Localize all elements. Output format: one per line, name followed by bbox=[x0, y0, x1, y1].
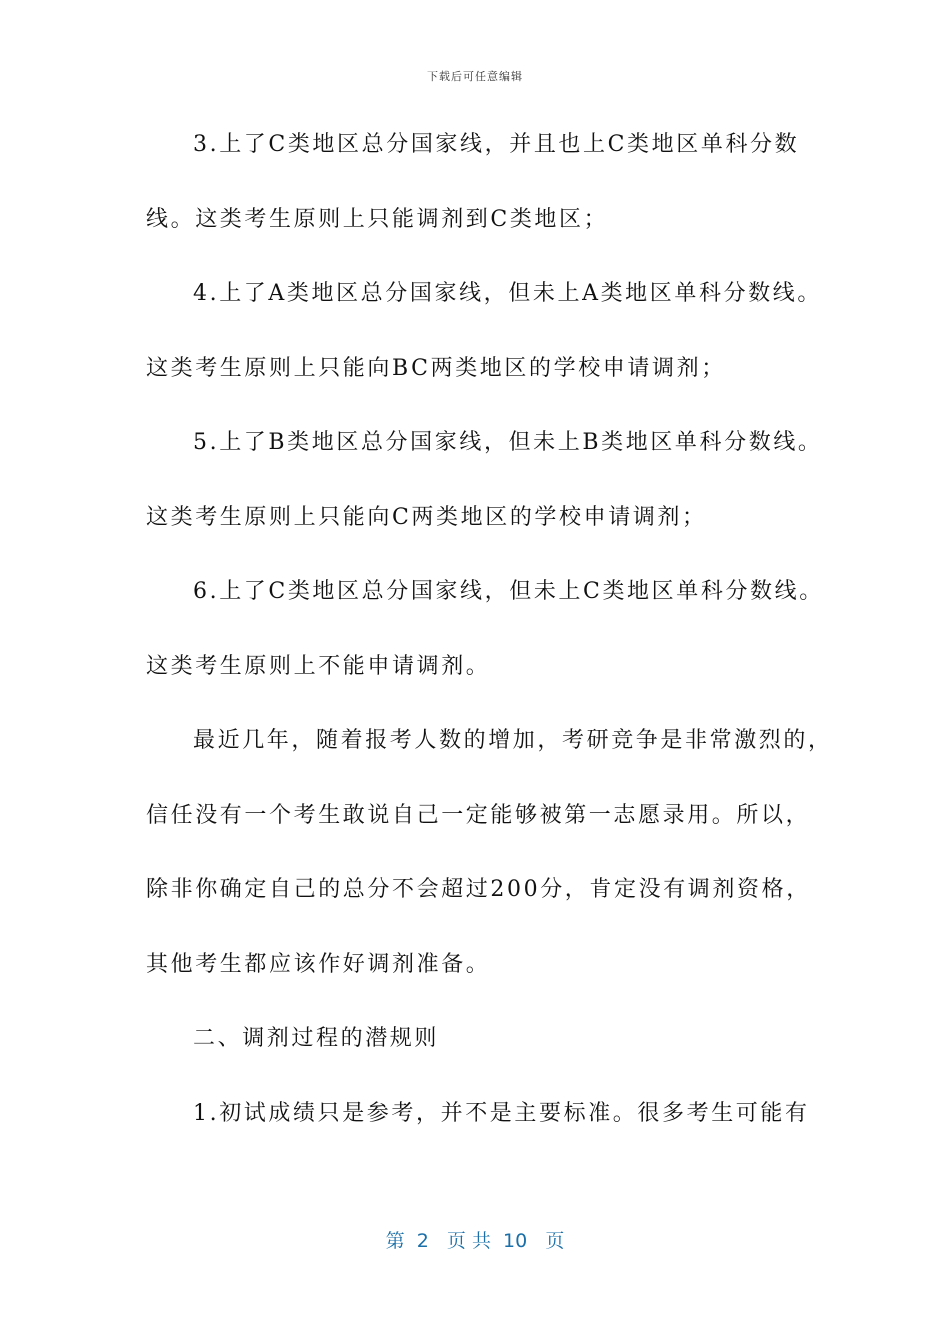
paragraph-line: 5.上了B类地区总分国家线，但未上B类地区单科分数线。 bbox=[193, 430, 823, 455]
paragraph-line: 6.上了C类地区总分国家线，但未上C类地区单科分数线。 bbox=[193, 579, 824, 604]
paragraph-line: 1.初试成绩只是参考，并不是主要标准。很多考生可能有 bbox=[193, 1100, 810, 1126]
paragraph-line: 信任没有一个考生敢说自己一定能够被第一志愿录用。所以， bbox=[146, 802, 811, 828]
paragraph-line: 这类考生原则上只能向BC两类地区的学校申请调剂； bbox=[146, 355, 726, 381]
section-heading: 二、调剂过程的潜规则 bbox=[193, 1026, 440, 1051]
paragraph-line: 其他考生都应该作好调剂准备。 bbox=[146, 951, 491, 977]
paragraph-line: 3.上了C类地区总分国家线，并且也上C类地区单科分数 bbox=[193, 132, 800, 157]
paragraph-line: 这类考生原则上只能向C两类地区的学校申请调剂； bbox=[146, 504, 707, 530]
paragraph-line: 最近几年，随着报考人数的增加，考研竞争是非常激烈的， bbox=[193, 728, 833, 753]
paragraph-line: 除非你确定自己的总分不会超过200分，肯定没有调剂资格， bbox=[146, 877, 811, 902]
paragraph-line: 线。这类考生原则上只能调剂到C类地区； bbox=[146, 206, 609, 232]
document-body bbox=[146, 128, 833, 1171]
header-note: 下载后可任意编辑 bbox=[427, 70, 523, 83]
paragraph-line: 这类考生原则上不能申请调剂。 bbox=[146, 653, 491, 679]
page-number-footer: 第 2 页 共 10 页 bbox=[385, 1230, 565, 1252]
paragraph-line: 4.上了A类地区总分国家线，但未上A类地区单科分数线。 bbox=[193, 281, 822, 306]
